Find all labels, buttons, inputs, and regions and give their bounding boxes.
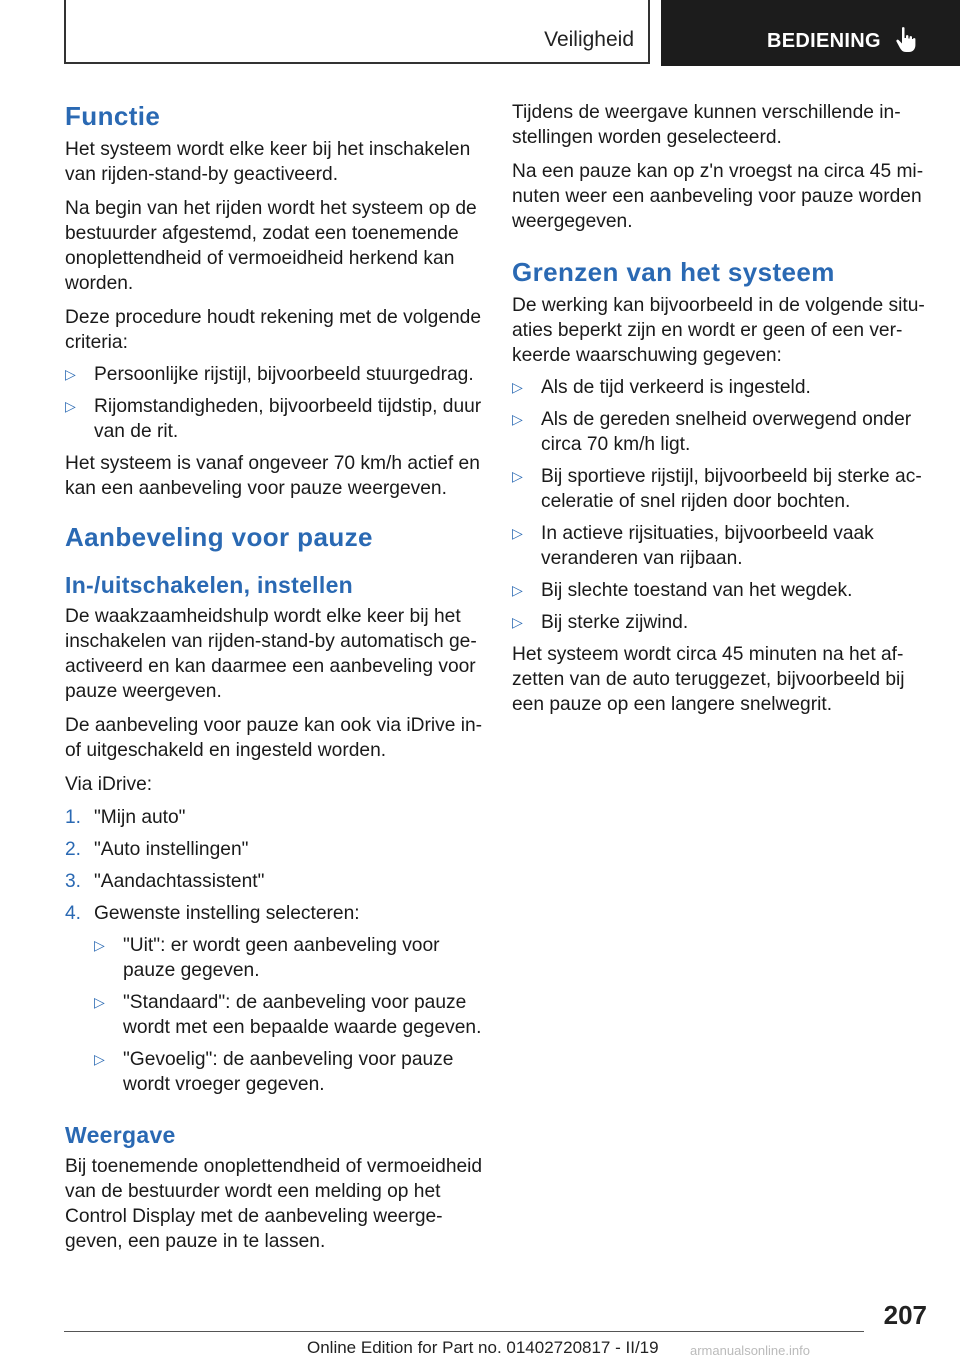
list-item: 2. "Auto instellingen" (65, 838, 249, 860)
left-column (65, 100, 485, 1254)
paragraph: Deze procedure houdt rekening met de volgende criteria: (65, 306, 482, 353)
page-number: 207 (883, 1300, 927, 1330)
paragraph: Bij toenemende onoplettendheid of vermoeidheid van de bestuurder wordt een melding op het Control Display met de aanbeveling weergegeven, een pauze in te lassen. (65, 1155, 483, 1252)
triangle-right-outline-icon: ▷ (512, 581, 523, 598)
paragraph: Tijdens de weergave kunnen verschillende instellingen worden geselecteerd. (512, 102, 901, 148)
paragraph: Na begin van het rijden wordt het systeem op de bestuurder afgestemd, zodat een toenemende onoplettendheid of vermoeidheid herkend kan worden. (65, 197, 477, 294)
heading-functie: Functie (65, 101, 161, 131)
heading-grenzen: Grenzen van het systeem (512, 257, 835, 287)
triangle-right-outline-icon: ▷ (65, 397, 76, 414)
header-frame (64, 0, 650, 64)
list-item: ▷ In actieve rijsituaties, bijvoorbeeld vaak veranderen van rijbaan. (512, 522, 874, 569)
paragraph: De werking kan bijvoorbeeld in de volgende situaties beperkt zijn en wordt er geen of een verkeerde waarschuwing gegeven: (512, 294, 925, 366)
list-item: 4. Gewenste instelling selecteren: ▷ "Uit": er wordt geen aanbeveling voor pauze gegeven. ▷ "Standaard": de aanbeveling voor pauze wordt met een bepaalde waarde gegeven. ▷ "Gevoelig": de aanbeveling voor pauze wordt vroeger gegeven. (65, 901, 485, 1097)
triangle-right-outline-icon: ▷ (512, 467, 523, 484)
header-section-title: Veiligheid (544, 28, 634, 51)
list-item: ▷ Bij sterke zijwind. (512, 611, 689, 633)
paragraph: De aanbeveling voor pauze kan ook via iDrive in- of uitgeschakeld en ingesteld worden. (65, 714, 483, 761)
triangle-right-outline-icon: ▷ (512, 524, 523, 541)
chapter-tab (661, 0, 960, 66)
list-item: 3. "Aandachtassistent" (65, 870, 265, 892)
paragraph: Na een pauze kan op z'n vroegst na circa 45 minuten weer een aanbeveling voor pauze worden weergegeven. (512, 161, 924, 232)
right-column (512, 100, 932, 717)
paragraph: Het systeem wordt elke keer bij het inschakelen van rijden-stand-by geactiveerd. (65, 138, 471, 185)
triangle-right-outline-icon: ▷ (512, 613, 523, 630)
criteria-list (65, 362, 485, 444)
list-item: ▷ "Uit": er wordt geen aanbeveling voor pauze gegeven. (94, 934, 440, 981)
heading-in-uitschakelen: In-/uitschakelen, instellen (65, 572, 354, 598)
triangle-right-outline-icon: ▷ (94, 993, 105, 1010)
paragraph: Via iDrive: (65, 773, 153, 795)
steps-list (65, 805, 485, 1097)
edition-text: Online Edition for Part no. 01402720817 - II/19 (307, 1338, 659, 1357)
list-item: ▷ Bij slechte toestand van het wegdek. (512, 579, 853, 601)
triangle-right-outline-icon: ▷ (512, 378, 523, 395)
triangle-right-outline-icon: ▷ (94, 1050, 105, 1067)
watermark: armanualsonline.info (690, 1343, 810, 1358)
paragraph: Het systeem wordt circa 45 minuten na het afzetten van de auto teruggezet, bijvoorbeeld bij een pauze op een langere snelwegrit. (512, 643, 905, 715)
chapter-title: BEDIENING (767, 30, 881, 52)
list-item: ▷ Bij sportieve rijstijl, bijvoorbeeld bij sterke acceleratie of snel rijden door bochten. (512, 465, 922, 512)
triangle-right-outline-icon: ▷ (512, 410, 523, 427)
options-list (94, 933, 485, 1097)
triangle-right-outline-icon: ▷ (65, 365, 76, 382)
list-item: ▷ "Standaard": de aanbeveling voor pauze wordt met een bepaalde waarde gegeven. (94, 991, 482, 1038)
list-item: ▷ Persoonlijke rijstijl, bijvoorbeeld stuurgedrag. (65, 363, 474, 385)
list-item: ▷ Rijomstandigheden, bijvoorbeeld tijdstip, duur van de rit. (65, 395, 482, 442)
heading-aanbeveling: Aanbeveling voor pauze (65, 521, 373, 552)
list-item: ▷ "Gevoelig": de aanbeveling voor pauze wordt vroeger gegeven. (94, 1048, 454, 1095)
list-item: ▷ Als de tijd verkeerd is ingesteld. (512, 376, 811, 398)
triangle-right-outline-icon: ▷ (94, 936, 105, 953)
list-item: 1. "Mijn auto" (65, 806, 186, 828)
limits-list (512, 375, 932, 635)
paragraph: De waakzaamheidshulp wordt elke keer bij het inschakelen van rijden-stand-by automatisch geactiveerd en kan daarmee een aanbeveling voor pauze weergeven. (65, 605, 477, 702)
list-item: ▷ Als de gereden snelheid overwegend onder circa 70 km/h ligt. (512, 408, 912, 455)
paragraph: Het systeem is vanaf ongeveer 70 km/h actief en kan een aanbeveling voor pauze weergeven. (65, 452, 480, 499)
pointing-hand-icon (895, 26, 919, 54)
heading-weergave: Weergave (65, 1121, 176, 1148)
footer-divider (64, 1331, 864, 1332)
